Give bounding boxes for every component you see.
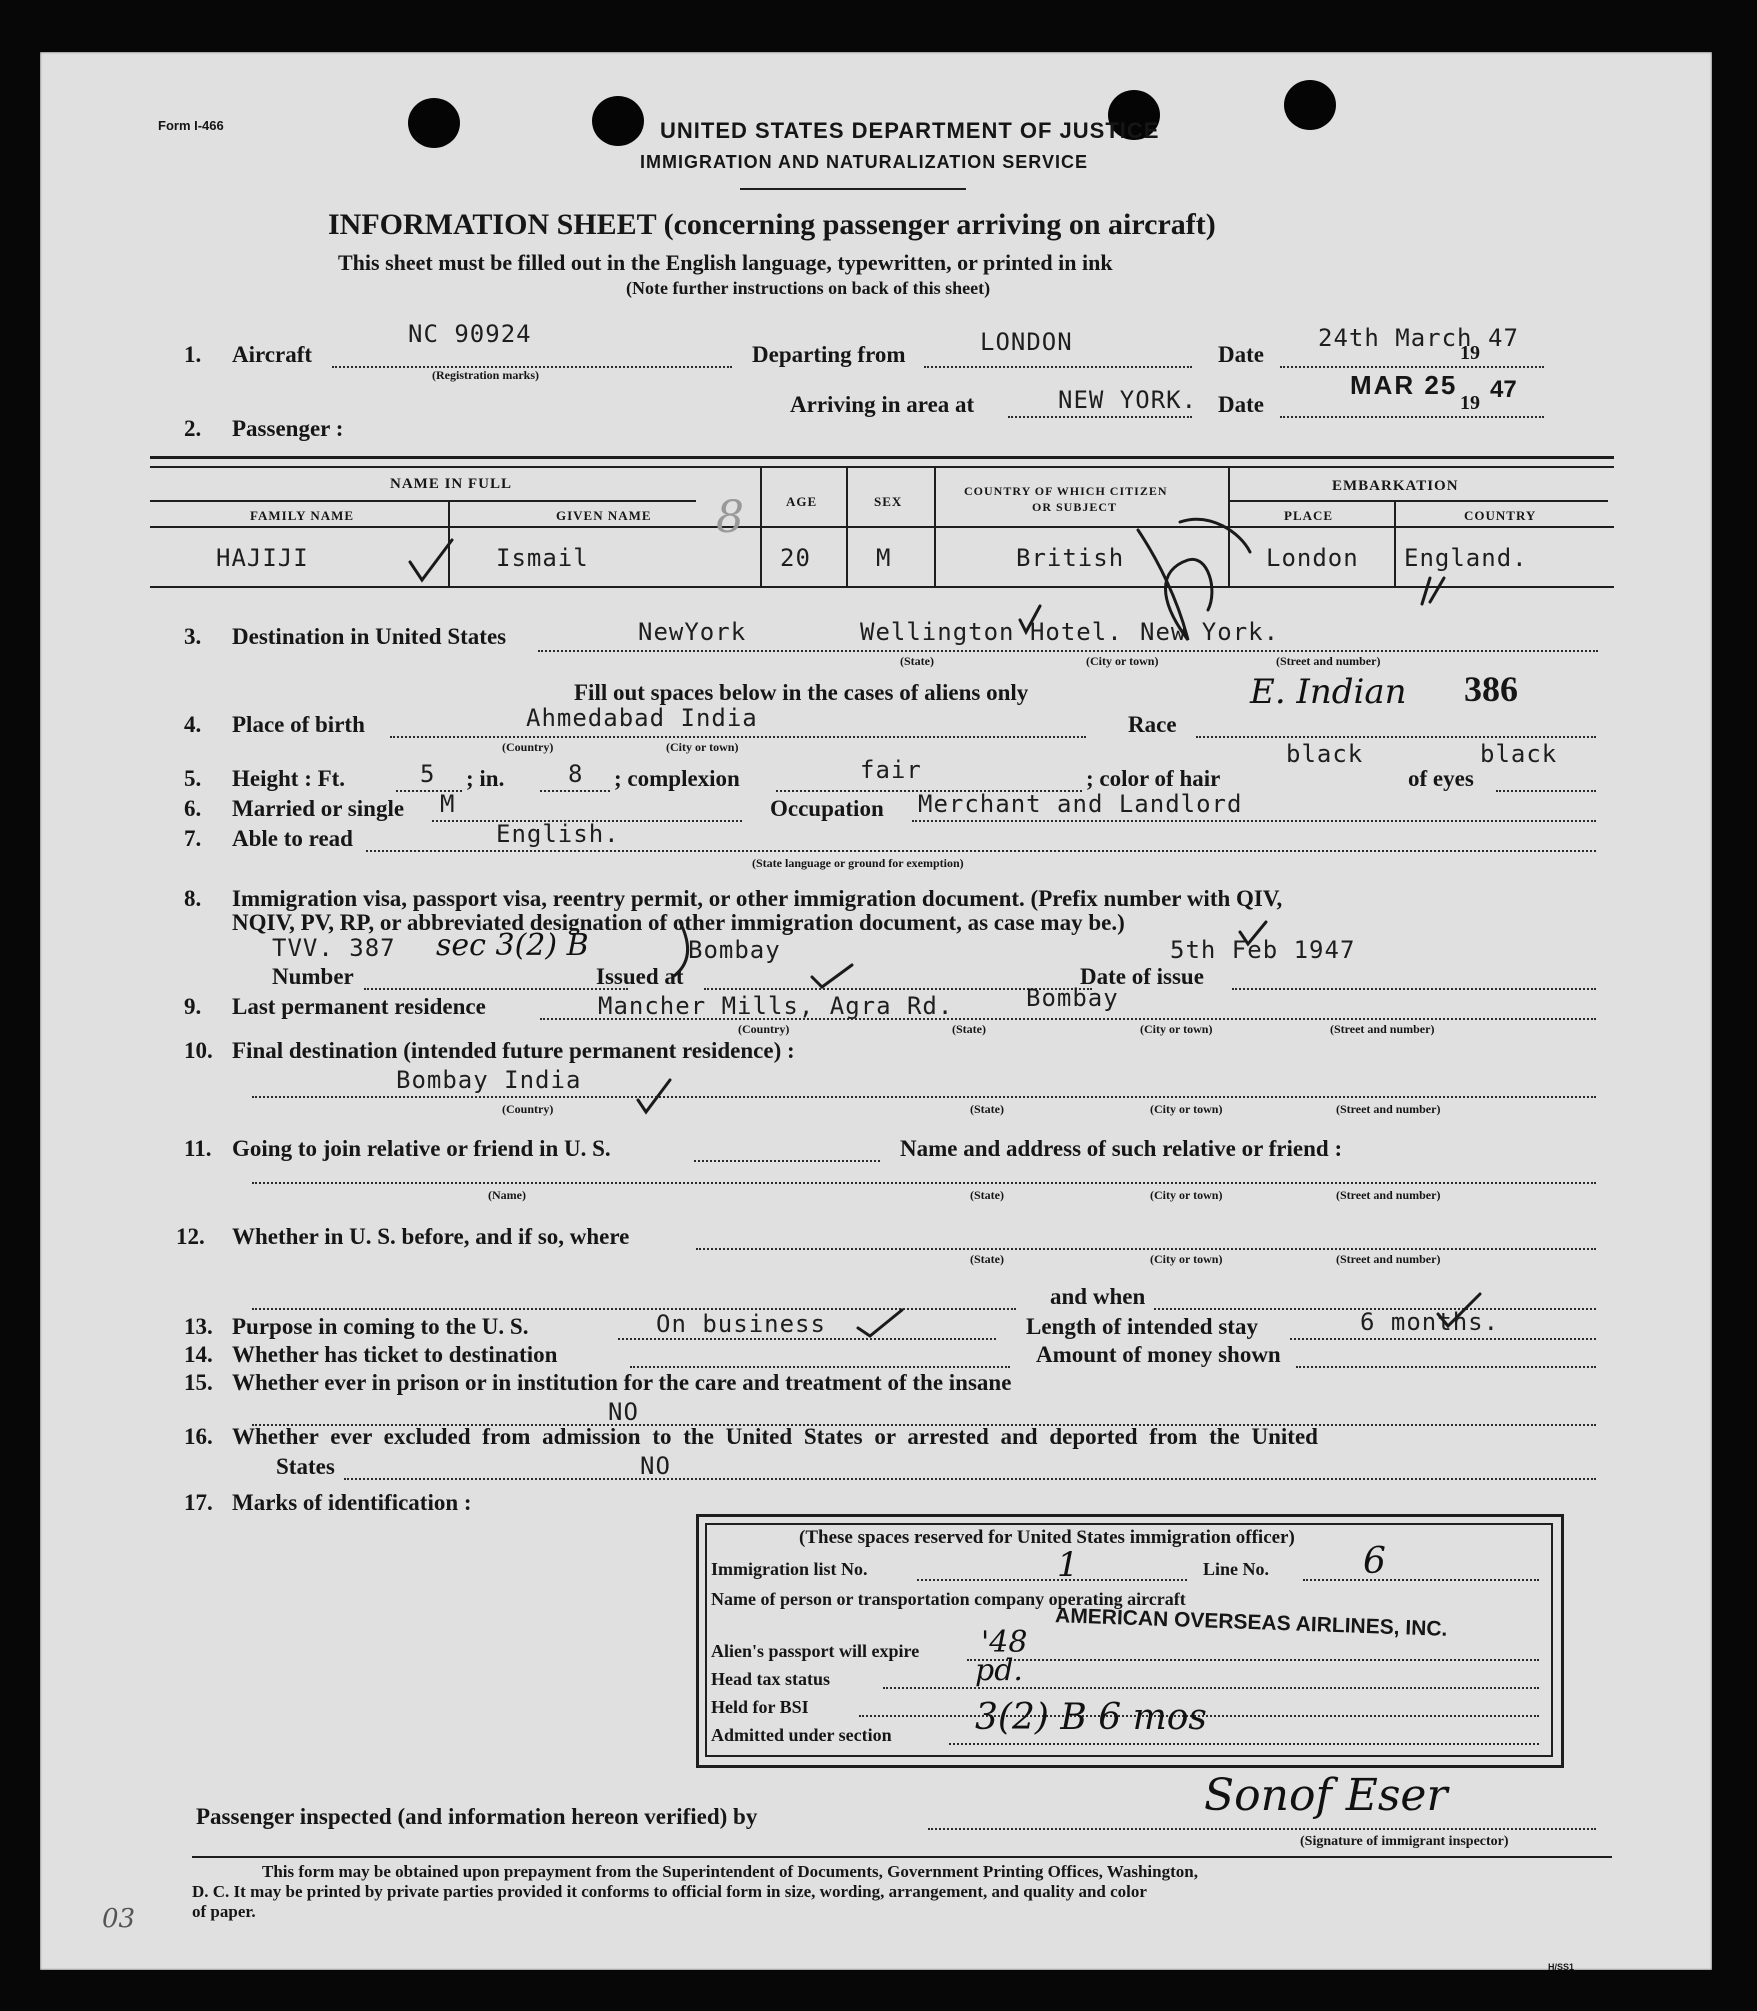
field-number: 9.: [184, 994, 202, 1019]
age-header: AGE: [786, 494, 818, 509]
married-value: M: [440, 790, 456, 818]
eyes-label: of eyes: [1408, 766, 1474, 791]
check-icon: [638, 1080, 670, 1112]
check-icon: [858, 1310, 902, 1336]
money-label: Amount of money shown: [1036, 1342, 1281, 1367]
caption: (Street and number): [1330, 1022, 1435, 1036]
admitted-label: Admitted under section: [711, 1725, 892, 1745]
visa-line1: Immigration visa, passport visa, reentry permit, or other immigration document. (Prefix number with QIV,: [232, 886, 1283, 911]
field-number: 11.: [184, 1136, 212, 1161]
departing-value: LONDON: [980, 328, 1073, 356]
footer-line2: D. C. It may be printed by private parties provided it conforms to official form in size, wording, arrangement, and quality and color: [192, 1882, 1147, 1901]
caption: (Street and number): [1276, 654, 1381, 668]
field-number: 17.: [184, 1490, 213, 1515]
form-title: INFORMATION SHEET (concerning passenger arriving on aircraft): [328, 208, 1216, 241]
caption: (State): [952, 1022, 986, 1036]
visa-line2: NQIV, PV, RP, or abbreviated designation of other immigration document, as case may be.): [232, 910, 1125, 935]
inches-value: 8: [568, 760, 584, 788]
caption: (Street and number): [1336, 1102, 1441, 1116]
field-number: 10.: [184, 1038, 213, 1063]
purpose-label: Purpose in coming to the U. S.: [232, 1314, 529, 1339]
officer-header: (These spaces reserved for United States immigration officer): [799, 1527, 1295, 1548]
reg-marks-caption: (Registration marks): [432, 368, 539, 382]
caption: (City or town): [1150, 1252, 1223, 1266]
check-icon: [410, 540, 452, 580]
issued-label: Issued at: [596, 964, 684, 989]
birth-value: Ahmedabad India: [526, 704, 758, 732]
field-number: 16.: [184, 1424, 213, 1449]
service-name: IMMIGRATION AND NATURALIZATION SERVICE: [640, 152, 1088, 172]
issue-date-value: 5th Feb 1947: [1170, 936, 1356, 964]
family-name-value: HAJIJI: [216, 544, 309, 572]
visa-number-label: Number: [272, 964, 354, 989]
read-label: Able to read: [232, 826, 353, 851]
caption: (City or town): [1140, 1022, 1213, 1036]
agency-name: UNITED STATES DEPARTMENT OF JUSTICE: [660, 118, 1160, 143]
destination-street-value: New York.: [1140, 618, 1280, 646]
bsi-label: Held for BSI: [711, 1697, 809, 1717]
hair-value: black: [1286, 740, 1364, 768]
arriving-label: Arriving in area at: [790, 392, 975, 417]
embarkation-header: EMBARKATION: [1332, 478, 1459, 494]
complexion-label: ; complexion: [614, 766, 740, 791]
passport-expire-value: '48: [981, 1625, 1028, 1660]
place-header: PLACE: [1284, 508, 1334, 523]
bracket-scribble-icon: [1422, 578, 1444, 604]
country-header-line1: COUNTRY OF WHICH CITIZEN: [964, 484, 1168, 498]
issued-value: Bombay: [688, 936, 781, 964]
caption: (Street and number): [1336, 1252, 1441, 1266]
residence-label: Last permanent residence: [232, 994, 486, 1019]
footer-line1: This form may be obtained upon prepayment from the Superintendent of Documents, Government Printing Offices, Washington,: [262, 1862, 1198, 1881]
destination-state-value: NewYork: [638, 618, 747, 646]
list-no-value: 1: [1057, 1545, 1079, 1585]
arrival-date-stamp: MAR 25: [1350, 370, 1458, 400]
prison-label: Whether ever in prison or in institution for the care and treatment of the insane: [232, 1370, 1012, 1395]
year2-value: 47: [1490, 376, 1517, 403]
caption: (State): [970, 1252, 1004, 1266]
head-tax-value: pd.: [975, 1653, 1023, 1688]
relative-address-label: Name and address of such relative or friend :: [900, 1136, 1343, 1161]
country-header-line2: OR SUBJECT: [1032, 500, 1118, 514]
year-value: 47: [1488, 324, 1519, 352]
when-label: and when: [1050, 1284, 1146, 1309]
marks-label: Marks of identification :: [232, 1490, 472, 1515]
line-no-value: 6: [1363, 1541, 1386, 1582]
aircraft-label: Aircraft: [232, 342, 313, 367]
destination-label: Destination in United States: [232, 624, 507, 649]
read-value: English.: [496, 820, 620, 848]
place-value: London: [1266, 544, 1359, 572]
inspector-signature: Sonof Eser: [1204, 1770, 1448, 1821]
margin-note: 03: [102, 1904, 136, 1934]
field-number: 4.: [184, 712, 202, 737]
height-label: Height : Ft.: [232, 766, 346, 791]
aircraft-value: NC 90924: [408, 320, 532, 348]
prison-value: NO: [608, 1398, 639, 1426]
check-icon: [1020, 606, 1040, 632]
birth-label: Place of birth: [232, 712, 365, 737]
stay-value: 6 months.: [1360, 1308, 1500, 1336]
admitted-value: 3(2) B 6 mos: [975, 1697, 1207, 1738]
arriving-value: NEW YORK.: [1058, 386, 1198, 414]
final-destination-label: Final destination (intended future permanent residence) :: [232, 1038, 795, 1063]
caption: (City or town): [666, 740, 739, 754]
complexion-value: fair: [860, 756, 922, 784]
caption: (Country): [502, 740, 554, 754]
country-header: COUNTRY: [1464, 508, 1537, 523]
residence-city-value: Bombay: [1026, 984, 1119, 1012]
field-number: 3.: [184, 624, 202, 649]
join-relative-label: Going to join relative or friend in U. S.: [232, 1136, 611, 1161]
sex-header: SEX: [874, 494, 903, 509]
purpose-value: On business: [656, 1310, 826, 1338]
citizen-value: British: [1016, 544, 1125, 572]
citizen-scribble-icon: [1138, 519, 1250, 640]
field-number: 6.: [184, 796, 202, 821]
footer-line3: of paper.: [192, 1902, 256, 1921]
date2-label: Date: [1218, 392, 1264, 417]
country-value: England.: [1404, 544, 1528, 572]
visa-number-value: TVV. 387: [272, 934, 396, 962]
handwritten-mark: 8: [716, 492, 744, 543]
eyes-value: black: [1480, 740, 1558, 768]
field-number: 7.: [184, 826, 202, 851]
field-number: 14.: [184, 1342, 213, 1367]
company-stamp: AMERICAN OVERSEAS AIRLINES, INC.: [1054, 1604, 1448, 1641]
form-instruction: This sheet must be filled out in the English language, typewritten, or printed in ink: [338, 250, 1113, 275]
field-number: 2.: [184, 416, 202, 441]
check-icon: [812, 965, 852, 987]
field-number: 5.: [184, 766, 202, 791]
residence-value: Mancher Mills, Agra Rd.: [598, 992, 954, 1020]
inches-label: ; in.: [466, 766, 505, 791]
caption: (Name): [488, 1188, 526, 1202]
caption: (State language or ground for exemption): [752, 856, 964, 870]
list-no-label: Immigration list No.: [711, 1559, 868, 1579]
us-before-label: Whether in U. S. before, and if so, where: [232, 1224, 630, 1249]
printer-code: H/SS1: [1548, 1962, 1575, 1972]
name-in-full-header: NAME IN FULL: [390, 476, 513, 492]
sex-value: M: [876, 544, 892, 572]
race-label: Race: [1128, 712, 1177, 737]
head-tax-label: Head tax status: [711, 1669, 831, 1689]
date-value: 24th March: [1318, 324, 1473, 352]
stamp-number: 386: [1464, 669, 1518, 709]
passport-expire-label: Alien's passport will expire: [711, 1641, 920, 1661]
age-value: 20: [780, 544, 811, 572]
issue-date-label: Date of issue: [1080, 964, 1204, 989]
form-number: Form I-466: [158, 118, 224, 133]
race-value: E. Indian: [1250, 672, 1407, 712]
visa-handwritten-note: sec 3(2) B: [436, 928, 589, 963]
stay-label: Length of intended stay: [1026, 1314, 1258, 1339]
given-name-header: GIVEN NAME: [556, 508, 652, 523]
signature-caption: (Signature of immigrant inspector): [1300, 1834, 1509, 1849]
occupation-value: Merchant and Landlord: [918, 790, 1243, 818]
excluded-line2: States: [276, 1454, 335, 1479]
visa-scribble-icon: [674, 922, 688, 976]
field-number: 1.: [184, 342, 202, 367]
departing-label: Departing from: [752, 342, 906, 367]
field-number: 12.: [176, 1224, 205, 1249]
married-label: Married or single: [232, 796, 405, 821]
year-prefix: 19: [1460, 342, 1480, 364]
excluded-value: NO: [640, 1452, 671, 1480]
ticket-label: Whether has ticket to destination: [232, 1342, 558, 1367]
caption: (Country): [738, 1022, 790, 1036]
check-icon: [1240, 922, 1266, 944]
aliens-only-heading: Fill out spaces below in the cases of aliens only: [574, 680, 1029, 705]
given-name-value: Ismail: [496, 544, 589, 572]
caption: (State): [900, 654, 934, 668]
line-no-label: Line No.: [1203, 1559, 1270, 1579]
caption: (City or town): [1086, 654, 1159, 668]
check-icon: [1438, 1294, 1480, 1326]
caption: (State): [970, 1102, 1004, 1116]
form-sheet: [40, 52, 1712, 1970]
field-number: 13.: [184, 1314, 213, 1339]
passenger-label: Passenger :: [232, 416, 344, 441]
field-number: 15.: [184, 1370, 213, 1395]
destination-city-value: Wellington Hotel.: [860, 618, 1123, 646]
form-note: (Note further instructions on back of this sheet): [626, 278, 991, 298]
occupation-label: Occupation: [770, 796, 884, 821]
field-number: 8.: [184, 886, 202, 911]
date-label: Date: [1218, 342, 1264, 367]
excluded-line1: Whether ever excluded from admission to the United States or arrested and deported from the United: [232, 1424, 1318, 1449]
final-destination-value: Bombay India: [396, 1066, 582, 1094]
caption: (City or town): [1150, 1188, 1223, 1202]
caption: (City or town): [1150, 1102, 1223, 1116]
feet-value: 5: [420, 760, 436, 788]
pen-marks-overlay: [40, 52, 1712, 1970]
company-label: Name of person or transportation company operating aircraft: [711, 1589, 1186, 1609]
family-name-header: FAMILY NAME: [250, 508, 355, 523]
hair-label: ; color of hair: [1086, 766, 1221, 791]
inspected-label: Passenger inspected (and information hereon verified) by: [196, 1804, 758, 1829]
caption: (State): [970, 1188, 1004, 1202]
caption: (Street and number): [1336, 1188, 1441, 1202]
caption: (Country): [502, 1102, 554, 1116]
year2-prefix: 19: [1460, 392, 1480, 414]
